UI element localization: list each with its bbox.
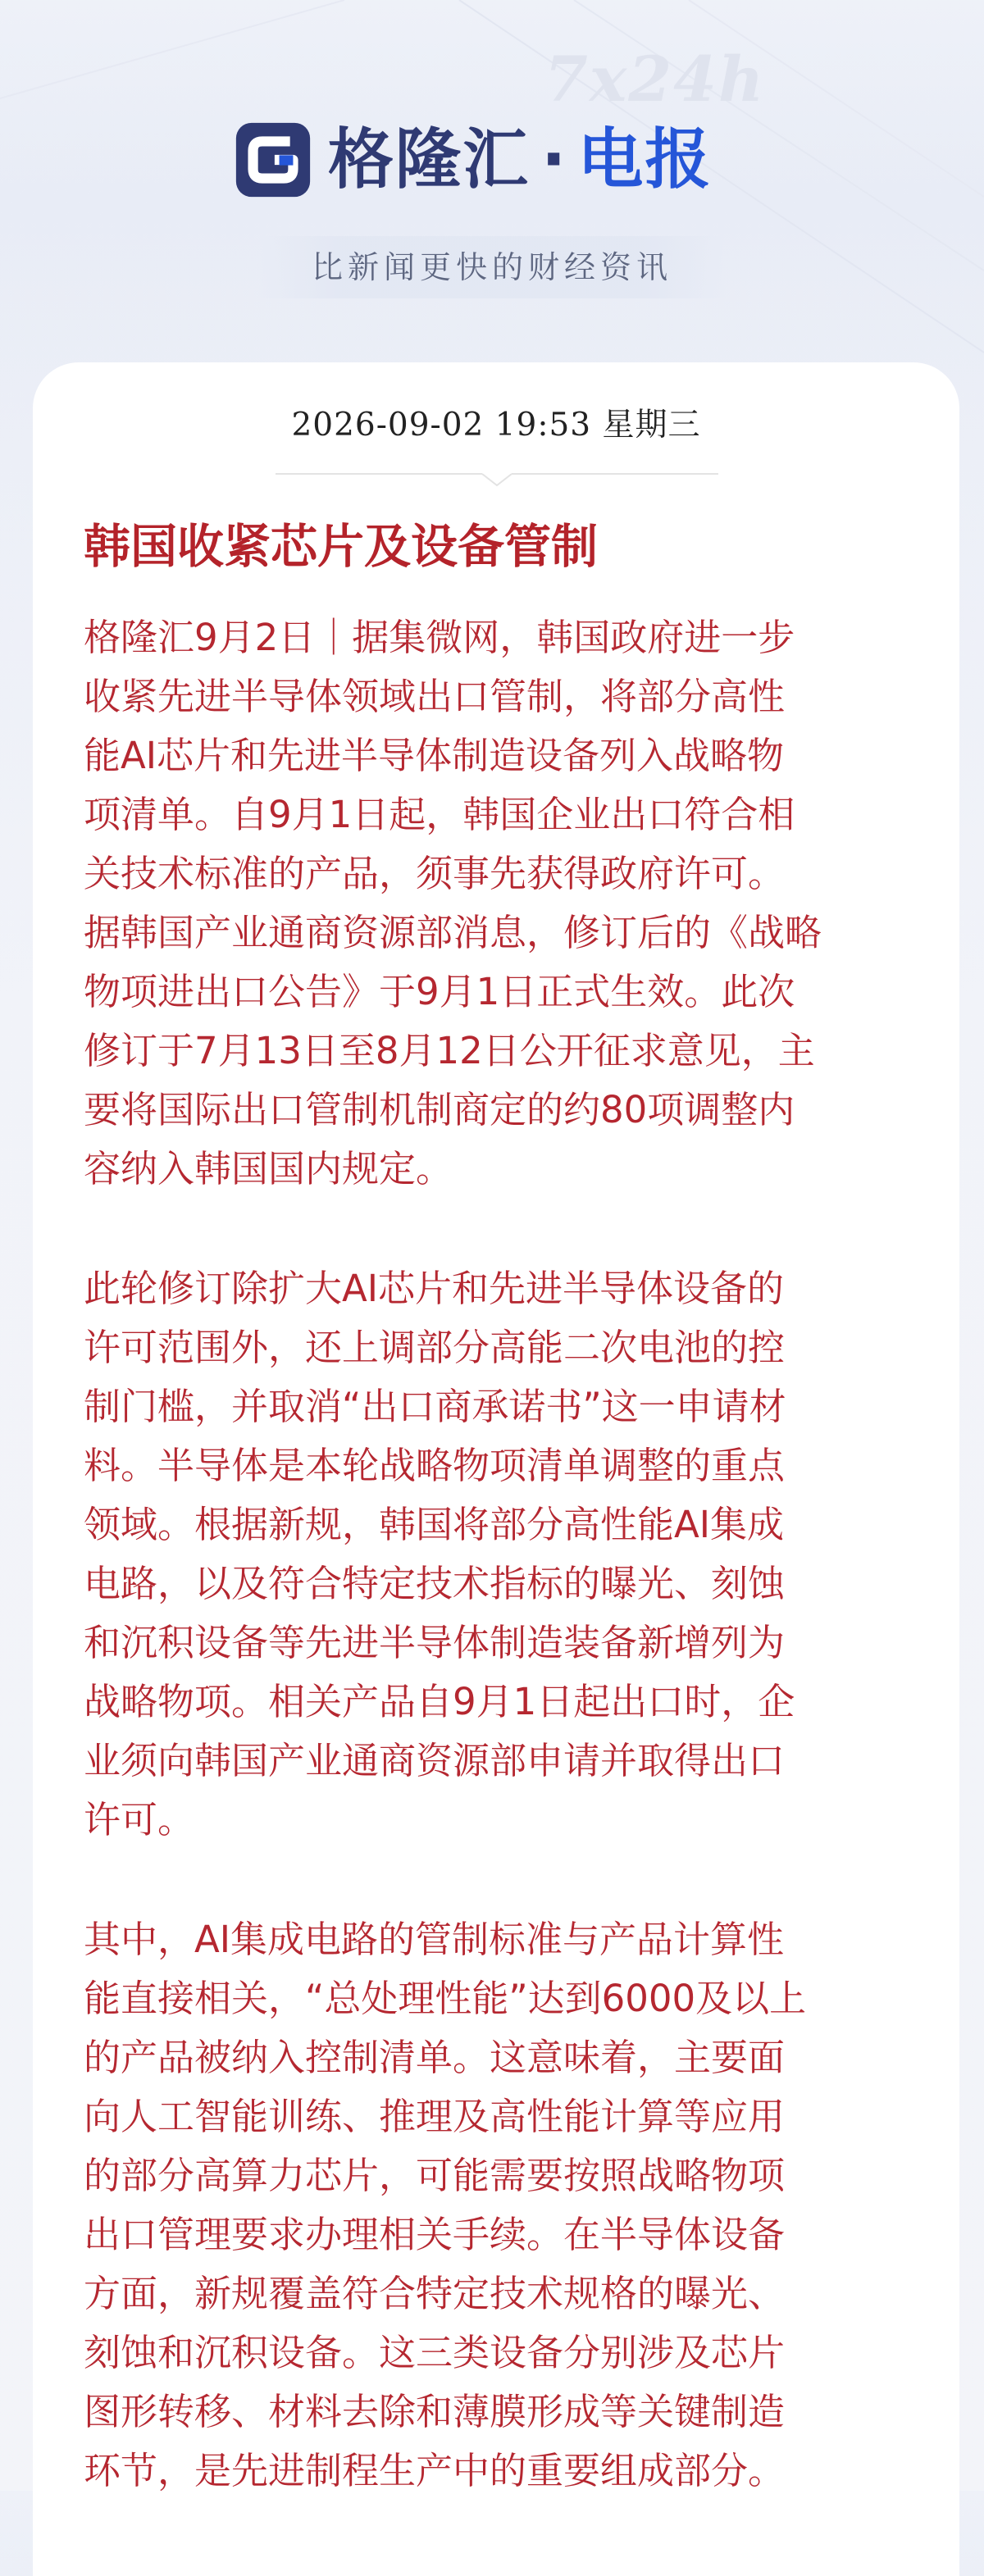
body-line: 容纳入韩国国内规定。 — [84, 1147, 453, 1190]
body-line: 和沉积设备等先进半导体制造装备新增列为 — [84, 1621, 786, 1664]
body-line: 领域。根据新规，韩国将部分高性能AI集成 — [84, 1503, 785, 1546]
body-line: 的部分高算力芯片，可能需要按照战略物项 — [84, 2154, 786, 2197]
body-line: 出口管理要求办理相关手续。在半导体设备 — [84, 2213, 786, 2256]
body-line: 制门槛，并取消“出口商承诺书”这一申请材 — [84, 1385, 786, 1428]
brand-subtitle: 电报 — [577, 121, 713, 198]
body-line: 修订于7月13日至8月12日公开征求意见，主 — [84, 1029, 815, 1072]
paragraph-gap — [84, 1850, 912, 1910]
gelonghui-logo-icon — [235, 121, 312, 198]
watermark-7x24h: 7x24h — [544, 43, 766, 116]
body-line: 图形转移、材料去除和薄膜形成等关键制造 — [84, 2390, 786, 2433]
body-line: 业须向韩国产业通商资源部申请并取得出口 — [84, 1739, 786, 1782]
article-card — [33, 362, 959, 2576]
article-paragraph — [84, 1910, 912, 2501]
body-line: 其中，AI集成电路的管制标准与产品计算性 — [84, 1918, 785, 1961]
tagline: 比新闻更快的财经资讯 — [257, 236, 727, 298]
body-line: 关技术标准的产品，须事先获得政府许可。 — [84, 852, 786, 895]
brand-separator: · — [541, 121, 567, 198]
paragraph-gap — [84, 1199, 912, 1259]
body-line: 项清单。自9月1日起，韩国企业出口符合相 — [84, 793, 795, 836]
body-line: 此轮修订除扩大AI芯片和先进半导体设备的 — [84, 1267, 785, 1310]
body-line: 许可范围外，还上调部分高能二次电池的控 — [84, 1326, 786, 1369]
body-line: 据韩国产业通商资源部消息，修订后的《战略 — [84, 911, 822, 954]
body-line: 能AI芯片和先进半导体制造设备列入战略物 — [84, 734, 785, 777]
body-line: 战略物项。相关产品自9月1日起出口时，企 — [84, 1680, 795, 1723]
brand-lockup — [235, 115, 712, 205]
body-line: 许可。 — [84, 1798, 195, 1841]
body-line: 要将国际出口管制机制商定的约80项调整内 — [84, 1088, 795, 1131]
article-datetime: 2026-09-02 19:53 星期三 — [291, 407, 701, 444]
date-divider — [276, 469, 718, 489]
date-row — [33, 405, 959, 446]
article-body — [84, 608, 912, 2501]
body-line: 电路，以及符合特定技术指标的曝光、刻蚀 — [84, 1562, 786, 1605]
body-line: 物项进出口公告》于9月1日正式生效。此次 — [84, 970, 795, 1013]
body-line: 格隆汇9月2日｜据集微网，韩国政府进一步 — [84, 616, 795, 659]
body-line: 收紧先进半导体领域出口管制，将部分高性 — [84, 675, 786, 718]
body-line: 刻蚀和沉积设备。这三类设备分别涉及芯片 — [84, 2331, 786, 2374]
article-headline: 韩国收紧芯片及设备管制 — [84, 519, 598, 574]
body-line: 能直接相关，“总处理性能”达到6000及以上 — [84, 1977, 807, 2020]
article-paragraph — [84, 608, 912, 1199]
body-line: 的产品被纳入控制清单。这意味着，主要面 — [84, 2036, 786, 2079]
article-paragraph — [84, 1259, 912, 1850]
body-line: 向人工智能训练、推理及高性能计算等应用 — [84, 2095, 786, 2138]
body-line: 方面，新规覆盖符合特定技术规格的曝光、 — [84, 2272, 786, 2315]
brand-name: 格隆汇 — [328, 121, 530, 198]
body-line: 环节，是先进制程生产中的重要组成部分。 — [84, 2449, 786, 2492]
body-line: 料。半导体是本轮战略物项清单调整的重点 — [84, 1444, 786, 1487]
